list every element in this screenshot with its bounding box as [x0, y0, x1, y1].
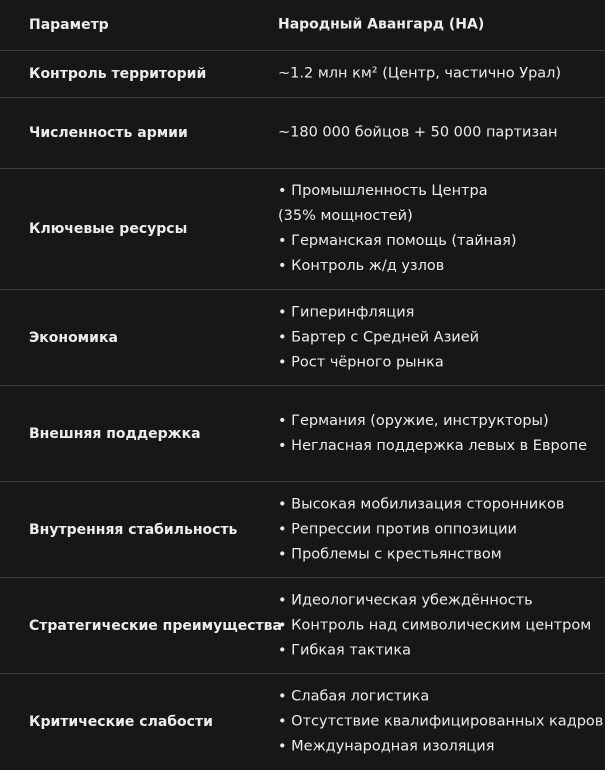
bullet-list — [278, 492, 597, 567]
list-item: • Бартер с Средней Азией — [278, 329, 480, 345]
list-item: • Гиперинфляция — [278, 304, 415, 320]
list-item: • Отсутствие квалифицированных кадров — [278, 713, 604, 730]
list-item-text: Высокая мобилизация сторонников — [291, 496, 565, 512]
row-param: Экономика — [29, 329, 118, 346]
list-item-text: Гибкая тактика — [291, 642, 411, 658]
bullet-list — [278, 588, 597, 663]
list-item: • Рост чёрного рынка — [278, 354, 444, 370]
bullet-list — [278, 300, 597, 375]
list-item-text: Негласная поддержка левых в Европе — [291, 437, 587, 454]
list-item-text: Бартер с Средней Азией — [291, 329, 480, 345]
list-item: • Международная изоляция — [278, 738, 495, 755]
table-header-row — [0, 0, 605, 51]
list-item: • Негласная поддержка левых в Европе — [278, 437, 587, 454]
row-value — [278, 300, 597, 375]
table-row — [0, 386, 605, 482]
row-value — [278, 179, 517, 279]
table-row — [0, 290, 605, 386]
list-item-text: Репрессии против оппозиции — [291, 521, 517, 537]
list-item: • Германия (оружие, инструкторы) — [278, 412, 549, 429]
row-param: Ключевые ресурсы — [29, 221, 188, 237]
header-value: Народный Авангард (НА) — [278, 16, 485, 33]
table-row — [0, 169, 605, 290]
bullet-list — [278, 685, 604, 760]
list-item-text: Идеологическая убеждённость — [291, 592, 533, 608]
list-item: • Промышленность Центра (35% мощностей) — [278, 183, 488, 224]
list-item: • Контроль над символическим центром — [278, 617, 592, 633]
table-row — [0, 674, 605, 770]
list-item: • Гибкая тактика — [278, 642, 411, 658]
list-item: • Контроль ж/д узлов — [278, 258, 445, 274]
list-item-text: Контроль ж/д узлов — [291, 258, 445, 274]
list-item-text: Германская помощь (тайная) — [291, 233, 517, 249]
row-param: Контроль территорий — [29, 66, 207, 82]
row-value — [278, 588, 597, 663]
list-item: • Проблемы с крестьянством — [278, 546, 502, 562]
list-item-text: Рост чёрного рынка — [291, 354, 444, 370]
list-item: • Высокая мобилизация сторонников — [278, 496, 565, 512]
bullet-list — [278, 179, 517, 279]
row-value — [278, 492, 597, 567]
table-row — [0, 98, 605, 169]
row-param: Внешняя поддержка — [29, 425, 201, 442]
list-item-text: Гиперинфляция — [291, 304, 415, 320]
row-value — [278, 409, 597, 459]
list-item-text: Германия (оружие, инструкторы) — [291, 412, 549, 429]
list-item-text: Отсутствие квалифицированных кадров — [291, 713, 604, 730]
row-param: Внутренняя стабильность — [29, 521, 238, 538]
list-item-text: Контроль над символическим центром — [291, 617, 592, 633]
list-item: • Слабая логистика — [278, 688, 430, 705]
list-item: • Репрессии против оппозиции — [278, 521, 517, 537]
row-param: Численность армии — [29, 125, 188, 141]
row-param: Критические слабости — [29, 714, 213, 730]
table-row — [0, 51, 605, 98]
list-item-text: Слабая логистика — [291, 688, 430, 705]
row-value: ~1.2 млн км² (Центр, частично Урал) — [278, 65, 562, 82]
list-item-text: Проблемы с крестьянством — [291, 546, 502, 562]
table-row — [0, 482, 605, 578]
row-param: Стратегические преимущества — [29, 617, 282, 634]
list-item-text: Международная изоляция — [291, 738, 495, 755]
row-value: ~180 000 бойцов + 50 000 партизан — [278, 124, 558, 141]
table-row — [0, 578, 605, 674]
list-item: • Идеологическая убеждённость — [278, 592, 533, 608]
row-value — [278, 685, 604, 760]
bullet-list — [278, 409, 597, 459]
header-param: Параметр — [29, 17, 109, 33]
list-item-text: Промышленность Центра (35% мощностей) — [278, 183, 488, 224]
list-item: • Германская помощь (тайная) — [278, 233, 517, 249]
